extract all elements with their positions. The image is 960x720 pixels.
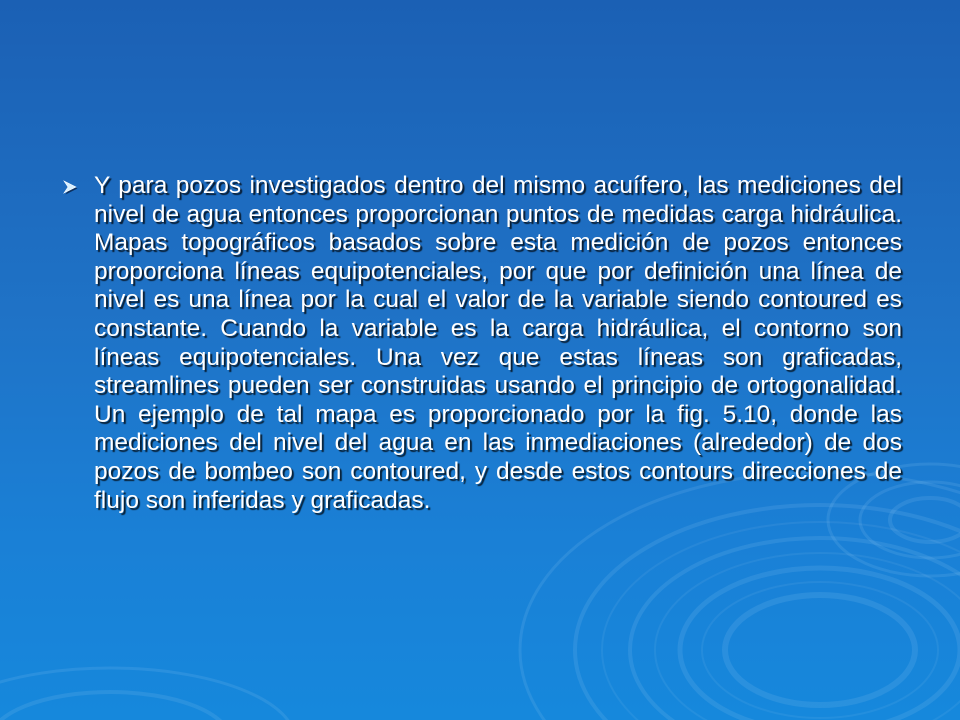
- arrow-bullet-icon: [62, 179, 78, 195]
- bullet-text: Y para pozos investigados dentro del mismo acuífero, las mediciones del nivel de agua entonces proporcionan puntos de medidas carga hidráulica. Mapas topográficos basados sobre esta medición de pozos entonces proporciona líneas equipotenciales, por que por definición una línea de nivel es una línea por la cual el valor de la variable siendo contoured es constante. Cuando la variable es la carga hidráulica, el contorno son líneas equipotenciales. Una vez que estas líneas son graficadas, streamlines pueden ser construidas usando el principio de ortogonalidad. Un ejemplo de tal mapa es proporcionado por la fig. 5.10, donde las mediciones del nivel del agua en las inmediaciones (alrededor) de dos pozos de bombeo son contoured, y desde estos contours direcciones de flujo son inferidas y graficadas.: [94, 172, 902, 514]
- slide-content: [62, 172, 902, 515]
- bullet-item: [62, 172, 902, 515]
